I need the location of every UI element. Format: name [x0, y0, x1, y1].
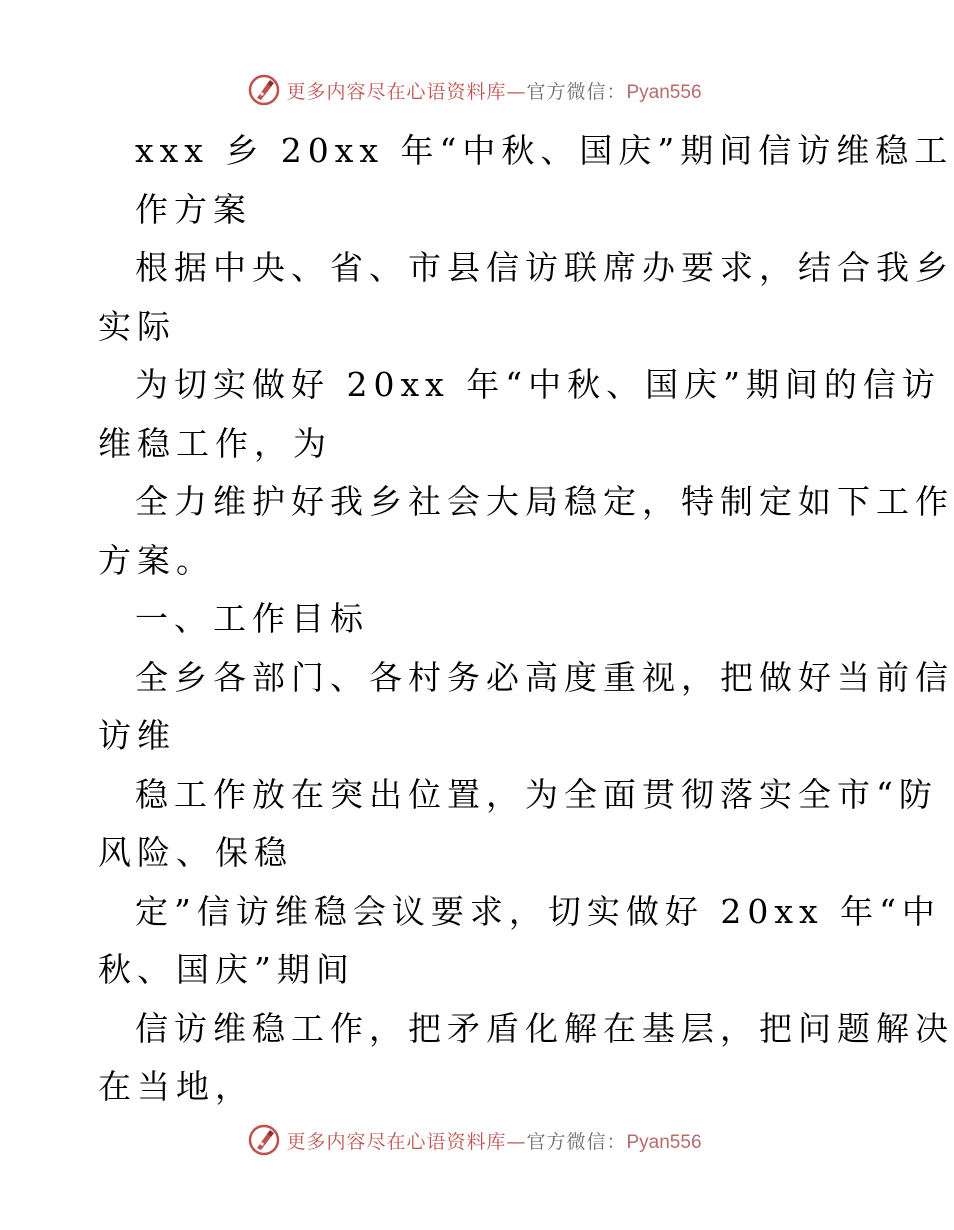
paragraph-line: 全乡各部门、各村务必高度重视，把做好当前信	[135, 657, 954, 697]
paragraph-line: 秋、国庆”期间	[98, 950, 355, 989]
paragraph-line: 稳工作放在突出位置，为全面贯彻落实全市“防	[135, 774, 938, 814]
paragraph-line: 访维	[98, 716, 176, 755]
paragraph-line: 实际	[98, 306, 176, 346]
paragraph-line: 风险、保稳	[98, 833, 293, 872]
watermark-wechat-label: 官方微信：	[526, 80, 627, 103]
paragraph-line: 方案。	[98, 540, 215, 580]
watermark-handle: Pyan556	[626, 1131, 702, 1153]
document-title-line-1: xxx 乡 20xx 年“中秋、国庆”期间信访维稳工	[135, 131, 954, 170]
paragraph-line: 定”信访维稳会议要求，切实做好 20xx 年“中	[135, 891, 941, 931]
document-title-line-2: 作方案	[135, 189, 252, 229]
pen-nib-logo-icon	[248, 74, 280, 106]
paragraph-line: 根据中央、省、市县信访联席办要求，结合我乡	[135, 248, 954, 287]
paragraph-line: 为切实做好 20xx 年“中秋、国庆”期间的信访	[135, 365, 941, 404]
section-heading: 一、工作目标	[135, 599, 369, 638]
watermark-dash: —	[506, 1130, 527, 1153]
watermark-text	[286, 1127, 701, 1154]
watermark-wechat-label: 官方微信：	[526, 1130, 627, 1153]
paragraph-line: 信访维稳工作，把矛盾化解在基层，把问题解决	[135, 1008, 954, 1048]
watermark-text	[286, 77, 701, 104]
paragraph-line: 在当地，	[98, 1067, 254, 1106]
watermark-main-text: 更多内容尽在心语资料库	[286, 80, 507, 103]
footer-watermark	[0, 1120, 950, 1160]
pen-nib-logo-icon	[248, 1124, 280, 1156]
watermark-main-text: 更多内容尽在心语资料库	[286, 1130, 507, 1153]
watermark-dash: —	[506, 80, 527, 103]
header-watermark	[0, 70, 950, 110]
document-body	[98, 122, 954, 1117]
watermark-handle: Pyan556	[626, 81, 702, 103]
paragraph-line: 全力维护好我乡社会大局稳定，特制定如下工作	[135, 482, 954, 521]
paragraph-line: 维稳工作，为	[98, 423, 332, 463]
